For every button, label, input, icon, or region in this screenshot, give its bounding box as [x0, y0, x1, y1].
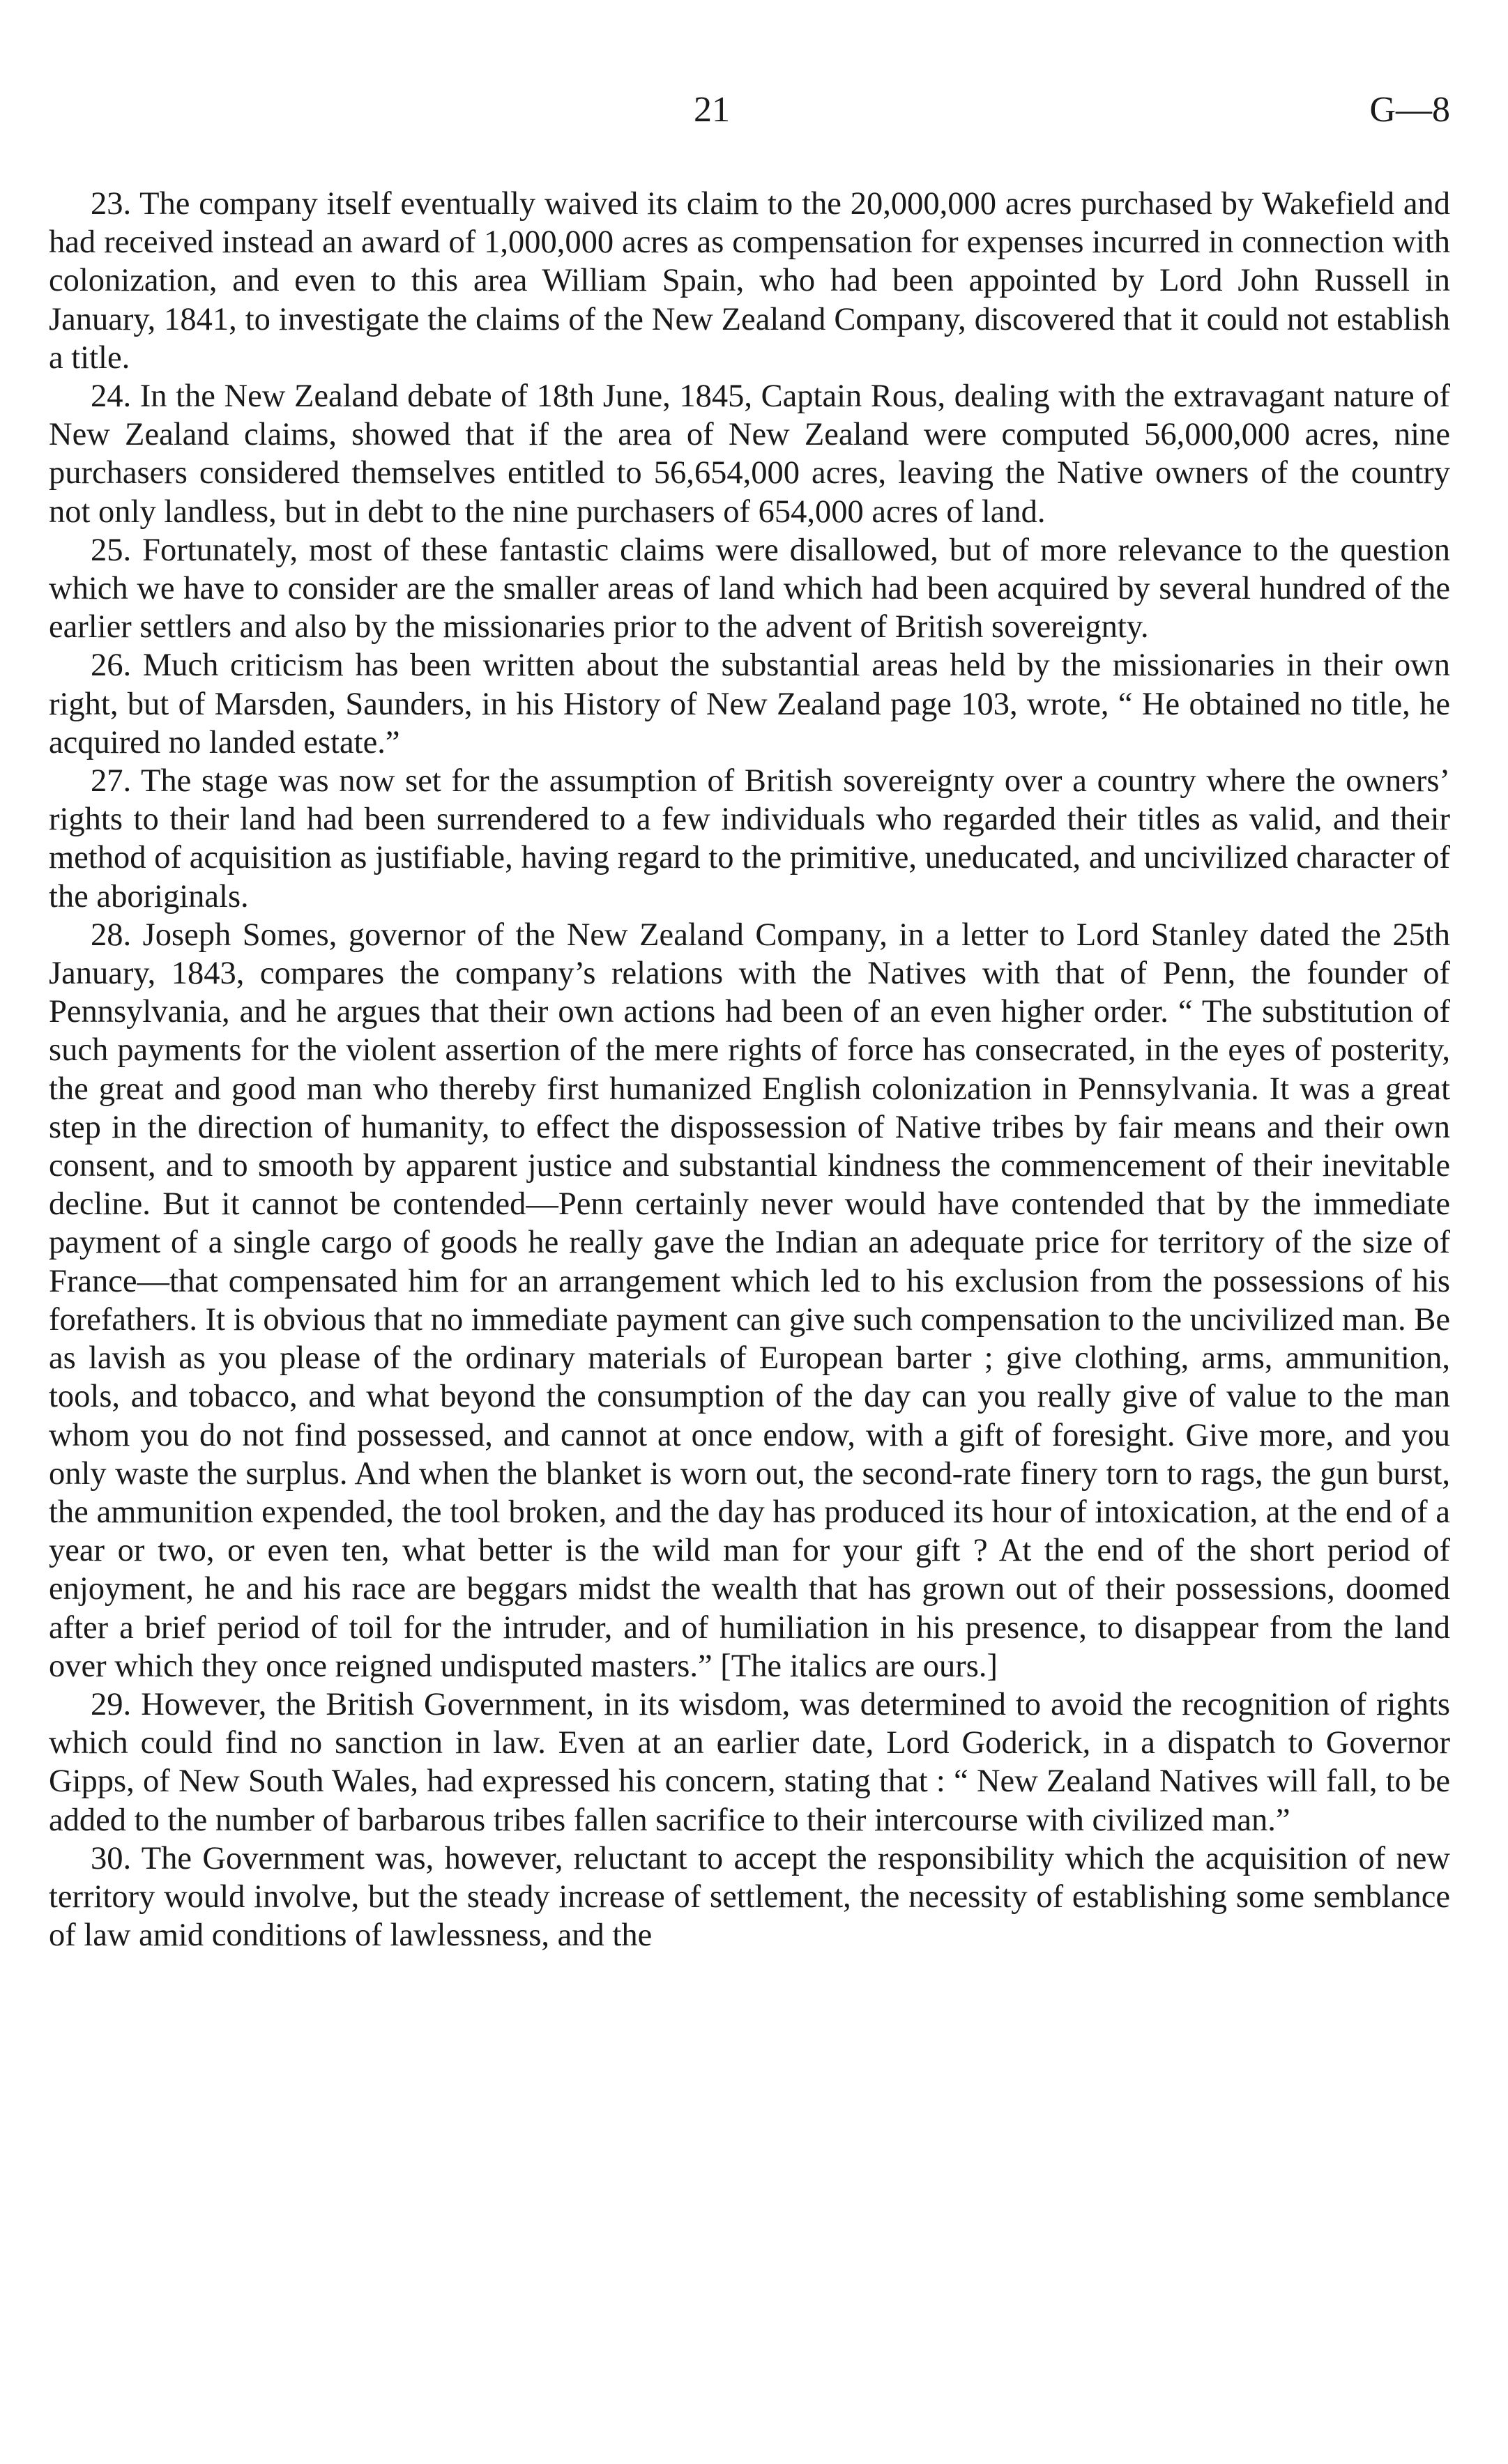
paragraph-30: 30. The Government was, however, reluctant to accept the responsibility which the acquisition of new territory would involve, but the steady increase of settlement, the necessity of establishing some semblance of law amid conditions of lawlessness, and the: [49, 1840, 1450, 1954]
document-reference: G—8: [1369, 90, 1450, 130]
document-page: [49, 84, 1450, 1954]
paragraph-29: 29. However, the British Government, in its wisdom, was determined to avoid the recognition of rights which could find no sanction in law. Even at an earlier date, Lord Goderick, in a dispatch to Governor Gipps, of New South Wales, had expressed his concern, stating that : “ New Zealand Natives will fall, to be added to the number of barbarous tribes fallen sacrifice to their intercourse with civilized man.”: [49, 1686, 1450, 1838]
paragraph-25: 25. Fortunately, most of these fantastic claims were disallowed, but of more relevance to the question which we have to consider are the smaller areas of land which had been acquired by several hundred of the earlier settlers and also by the missionaries prior to the advent of British sovereignty.: [49, 532, 1450, 645]
paragraph-27: 27. The stage was now set for the assumption of British sovereignty over a country where the owners’ rights to their land had been surrendered to a few individuals who regarded their titles as valid, and their method of acquisition as justifiable, having regard to the primitive, uneducated, and uncivilized character of the aboriginals.: [49, 763, 1450, 915]
body-text: [49, 185, 1450, 1954]
page-number: 21: [694, 90, 730, 130]
paragraph-23: 23. The company itself eventually waived its claim to the 20,000,000 acres purchased by Wakefield and had received instead an award of 1,000,000 acres as compensation for expenses incurred in connection with colonization, and even to this area William Spain, who had been appointed by Lord John Russell in January, 1841, to investigate the claims of the New Zealand Company, discovered that it could not establish a title.: [49, 186, 1450, 376]
paragraph-28: 28. Joseph Somes, governor of the New Zealand Company, in a letter to Lord Stanley dated the 25th January, 1843, compares the company’s relations with the Natives with that of Penn, the founder of Pennsylvania, and he argues that their own actions had been of an even higher order. “ The substitution of such payments for the violent assertion of the mere rights of force has consecrated, in the eyes of posterity, the great and good man who thereby first humanized English colonization in Pennsylvania. It was a great step in the direction of humanity, to effect the dispossession of Native tribes by fair means and their own consent, and to smooth by apparent justice and substantial kindness the commencement of their inevitable decline. But it cannot be contended—Penn certainly never would have contended that by the immediate payment of a single cargo of goods he really gave the Indian an adequate price for territory of the size of France—that compensated him for an arrangement which led to his exclusion from the possessions of his forefathers. It is obvious that no immediate payment can give such compensation to the uncivilized man. Be as lavish as you please of the ordinary materials of European barter ; give clothing, arms, ammunition, tools, and tobacco, and what beyond the consumption of the day can you really give of value to the man whom you do not find possessed, and cannot at once endow, with a gift of foresight. Give more, and you only waste the surplus. And when the blanket is worn out, the second-rate finery torn to rags, the gun burst, the ammunition expended, the tool broken, and the day has produced its hour of intoxication, at the end of a year or two, or even ten, what better is the wild man for your gift ? At the end of the short period of enjoyment, he and his race are beggars midst the wealth that has grown out of their possessions, doomed after a brief period of toil for the intruder, and of humiliation in his presence, to disappear from the land over which they once reigned undisputed masters.” [The italics are ours.]: [49, 917, 1450, 1684]
page-header: [49, 84, 1450, 146]
paragraph-24: 24. In the New Zealand debate of 18th June, 1845, Captain Rous, dealing with the extravagant nature of New Zealand claims, showed that if the area of New Zealand were computed 56,000,000 acres, nine purchasers considered themselves entitled to 56,654,000 acres, leaving the Native owners of the country not only landless, but in debt to the nine purchasers of 654,000 acres of land.: [49, 378, 1450, 530]
paragraph-26: 26. Much criticism has been written about the substantial areas held by the missionaries in their own right, but of Marsden, Saunders, in his History of New Zealand page 103, wrote, “ He obtained no title, he acquired no landed estate.”: [49, 648, 1450, 760]
